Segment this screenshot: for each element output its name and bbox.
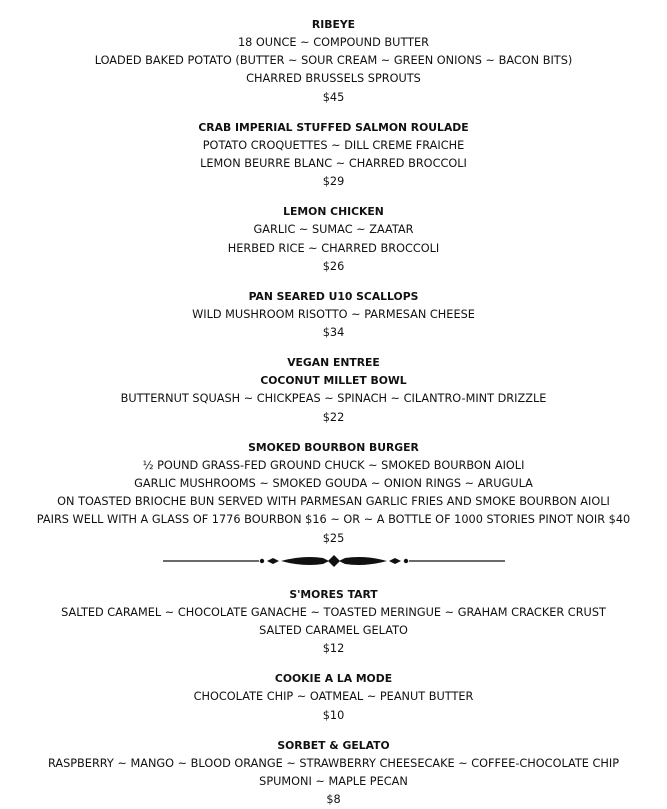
item-title: SMOKED BOURBON BURGER (248, 440, 419, 454)
menu-item (0, 119, 667, 192)
item-description-line: LEMON BEURRE BLANC ~ CHARRED BROCCOLI (200, 157, 467, 171)
item-price: $12 (322, 642, 345, 656)
item-description-line: HERBED RICE ~ CHARRED BROCCOLI (227, 241, 440, 255)
item-title: CRAB IMPERIAL STUFFED SALMON ROULADE (198, 120, 469, 134)
item-price: $34 (322, 326, 345, 340)
item-title: VEGAN ENTREE (287, 356, 380, 370)
item-price: $26 (322, 259, 345, 273)
item-price: $25 (322, 531, 345, 545)
item-title: COOKIE A LA MODE (274, 672, 393, 686)
item-description-line: WILD MUSHROOM RISOTTO ~ PARMESAN CHEESE (192, 308, 475, 322)
menu-item (0, 203, 667, 276)
item-description-line: CHOCOLATE CHIP ~ OATMEAL ~ PEANUT BUTTER (193, 690, 474, 704)
item-description-line: LOADED BAKED POTATO (BUTTER ~ SOUR CREAM ~ GREEN ONIONS ~ BACON BITS) (94, 54, 573, 68)
item-description-line: RASPBERRY ~ MANGO ~ BLOOD ORANGE ~ STRAWBERRY CHEESECAKE ~ COFFEE-CHOCOLATE CHIP (47, 756, 620, 770)
item-description-line: POTATO CROQUETTES ~ DILL CREME FRAICHE (202, 138, 465, 152)
item-title: RIBEYE (311, 18, 356, 31)
item-title: S'MORES TART (289, 587, 378, 601)
item-description-line: SPUMONI ~ MAPLE PECAN (259, 775, 408, 789)
item-description-line: SALTED CARAMEL ~ CHOCOLATE GANACHE ~ TOASTED MERINGUE ~ GRAHAM CRACKER CRUST (61, 605, 606, 619)
menu-item (0, 439, 667, 548)
item-price: $45 (322, 90, 345, 104)
ornamental-divider-icon (163, 554, 505, 568)
menu-item (0, 354, 667, 426)
item-description-line: GARLIC ~ SUMAC ~ ZAATAR (253, 223, 414, 237)
item-subtitle: COCONUT MILLET BOWL (260, 374, 407, 388)
item-price: $29 (322, 175, 345, 189)
item-title: LEMON CHICKEN (283, 205, 384, 219)
item-title: SORBET & GELATO (277, 738, 390, 752)
item-title: PAN SEARED U10 SCALLOPS (248, 290, 419, 304)
menu-item (0, 16, 667, 107)
menu-item (0, 737, 667, 809)
item-price: $8 (326, 793, 341, 807)
entrees-section (0, 16, 667, 548)
menu-item (0, 288, 667, 342)
item-description-line: ON TOASTED BRIOCHE BUN SERVED WITH PARMESAN GARLIC FRIES AND SMOKE BOURBON AIOLI (57, 495, 610, 509)
item-description-line: 18 OUNCE ~ COMPOUND BUTTER (237, 36, 430, 49)
item-description-line: CHARRED BRUSSELS SPROUTS (246, 72, 421, 86)
item-description-line: SALTED CARAMEL GELATO (259, 624, 408, 638)
desserts-section (0, 586, 667, 809)
item-description-line: BUTTERNUT SQUASH ~ CHICKPEAS ~ SPINACH ~ CILANTRO-MINT DRIZZLE (120, 392, 547, 406)
item-price: $22 (322, 410, 345, 424)
item-price: $10 (322, 708, 345, 722)
item-description-line: GARLIC MUSHROOMS ~ SMOKED GOUDA ~ ONION RINGS ~ ARUGULA (134, 477, 533, 491)
item-description-line: PAIRS WELL WITH A GLASS OF 1776 BOURBON $16 ~ OR ~ A BOTTLE OF 1000 STORIES PINOT NOIR $40 (36, 513, 631, 527)
menu-item (0, 670, 667, 724)
item-description-line: ½ POUND GRASS-FED GROUND CHUCK ~ SMOKED BOURBON AIOLI (142, 458, 525, 472)
menu-item (0, 586, 667, 659)
